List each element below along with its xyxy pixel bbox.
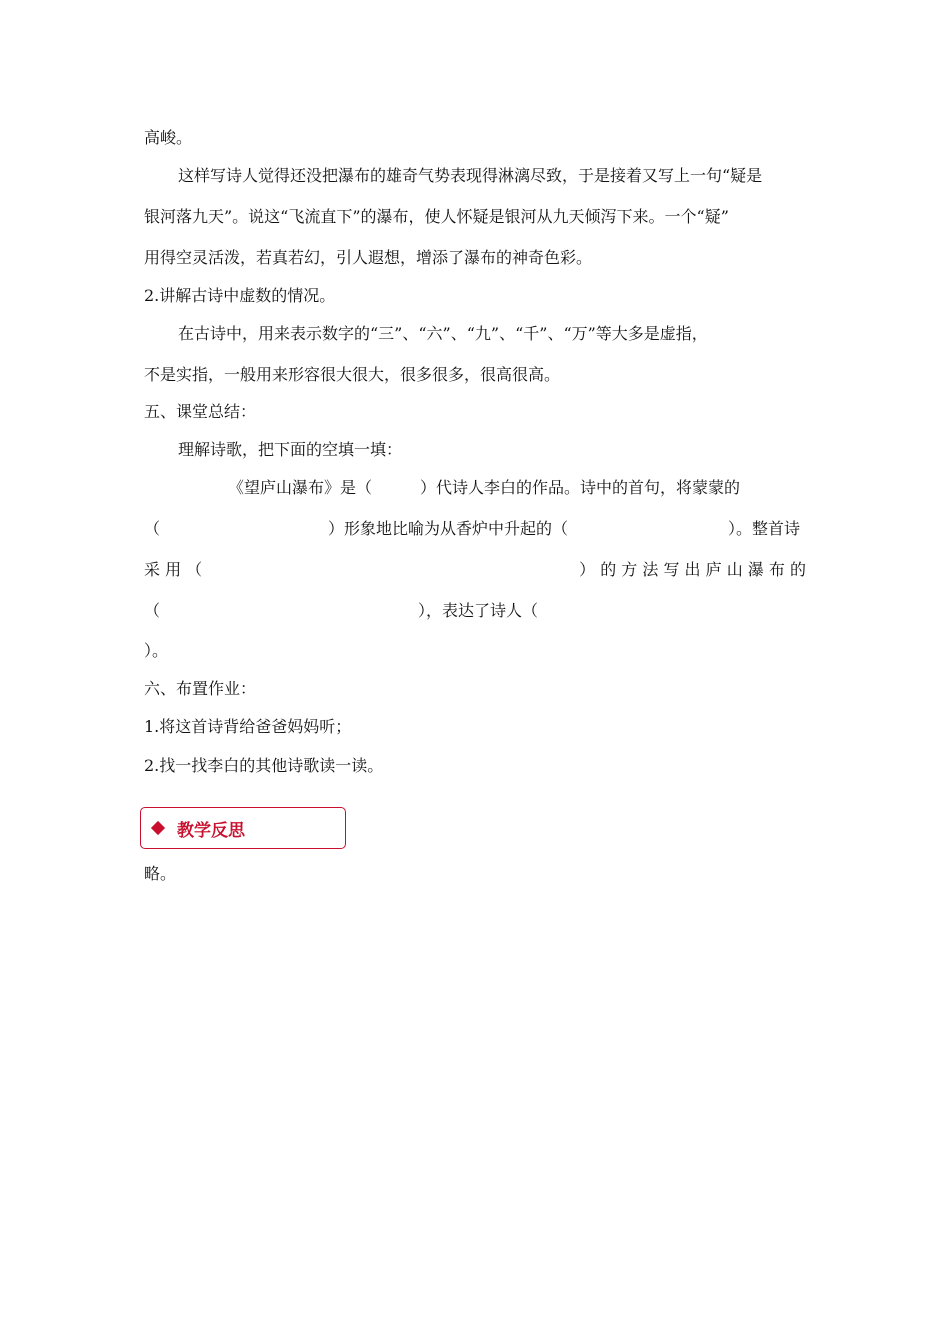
fill-text: ），表达了诗人（ <box>418 601 539 620</box>
paragraph-line: 用得空灵活泼，若真若幻，引人遐想，增添了瀑布的神奇色彩。 <box>144 248 593 267</box>
homework-item: 1.将这首诗背给爸爸妈妈听； <box>144 717 352 736</box>
fill-blank-line <box>144 559 806 581</box>
diamond-bullet-icon <box>151 821 165 835</box>
fill-text: （ <box>144 519 161 538</box>
reflection-body: 略。 <box>144 864 177 883</box>
section-heading: 六、布置作业： <box>144 679 257 698</box>
paragraph-line: 这样写诗人觉得还没把瀑布的雄奇气势表现得淋漓尽致，于是接着又写上一句“疑是 <box>178 166 763 185</box>
reflection-heading: 教学反思 <box>177 820 245 841</box>
fill-text: ）。整首诗 <box>728 519 801 538</box>
fill-text: ）形象地比喻为从香炉中升起的（ <box>328 519 569 538</box>
section-item: 2.讲解古诗中虚数的情况。 <box>144 286 336 305</box>
paragraph-line: 高峻。 <box>144 128 193 147</box>
paragraph-line: 在古诗中，用来表示数字的“三”、“六”、“九”、“千”、“万”等大多是虚指， <box>178 324 708 343</box>
fill-blank-line <box>228 477 806 499</box>
paragraph-line: 不是实指，一般用来形容很大很大，很多很多，很高很高。 <box>144 365 561 384</box>
paragraph-line: 理解诗歌，把下面的空填一填： <box>178 440 403 459</box>
fill-text: ） 的 方 法 写 出 庐 山 瀑 布 的 <box>579 560 806 579</box>
fill-text: （ <box>144 601 161 620</box>
fill-blank-line <box>144 518 806 540</box>
reflection-heading-box <box>140 807 346 849</box>
fill-text: ）代诗人李白的作品。诗中的首句，将蒙蒙的 <box>420 478 741 497</box>
paragraph-line: 银河落九天”。说这“飞流直下”的瀑布，使人怀疑是银河从九天倾泻下来。一个“疑” <box>144 207 729 226</box>
fill-blank-line: ）。 <box>144 641 169 660</box>
fill-blank-line <box>144 600 806 622</box>
homework-item: 2.找一找李白的其他诗歌读一读。 <box>144 756 384 775</box>
fill-text: 采 用 （ <box>144 560 203 579</box>
fill-text: 《望庐山瀑布》是（ <box>228 478 373 497</box>
section-heading: 五、课堂总结： <box>144 402 257 421</box>
